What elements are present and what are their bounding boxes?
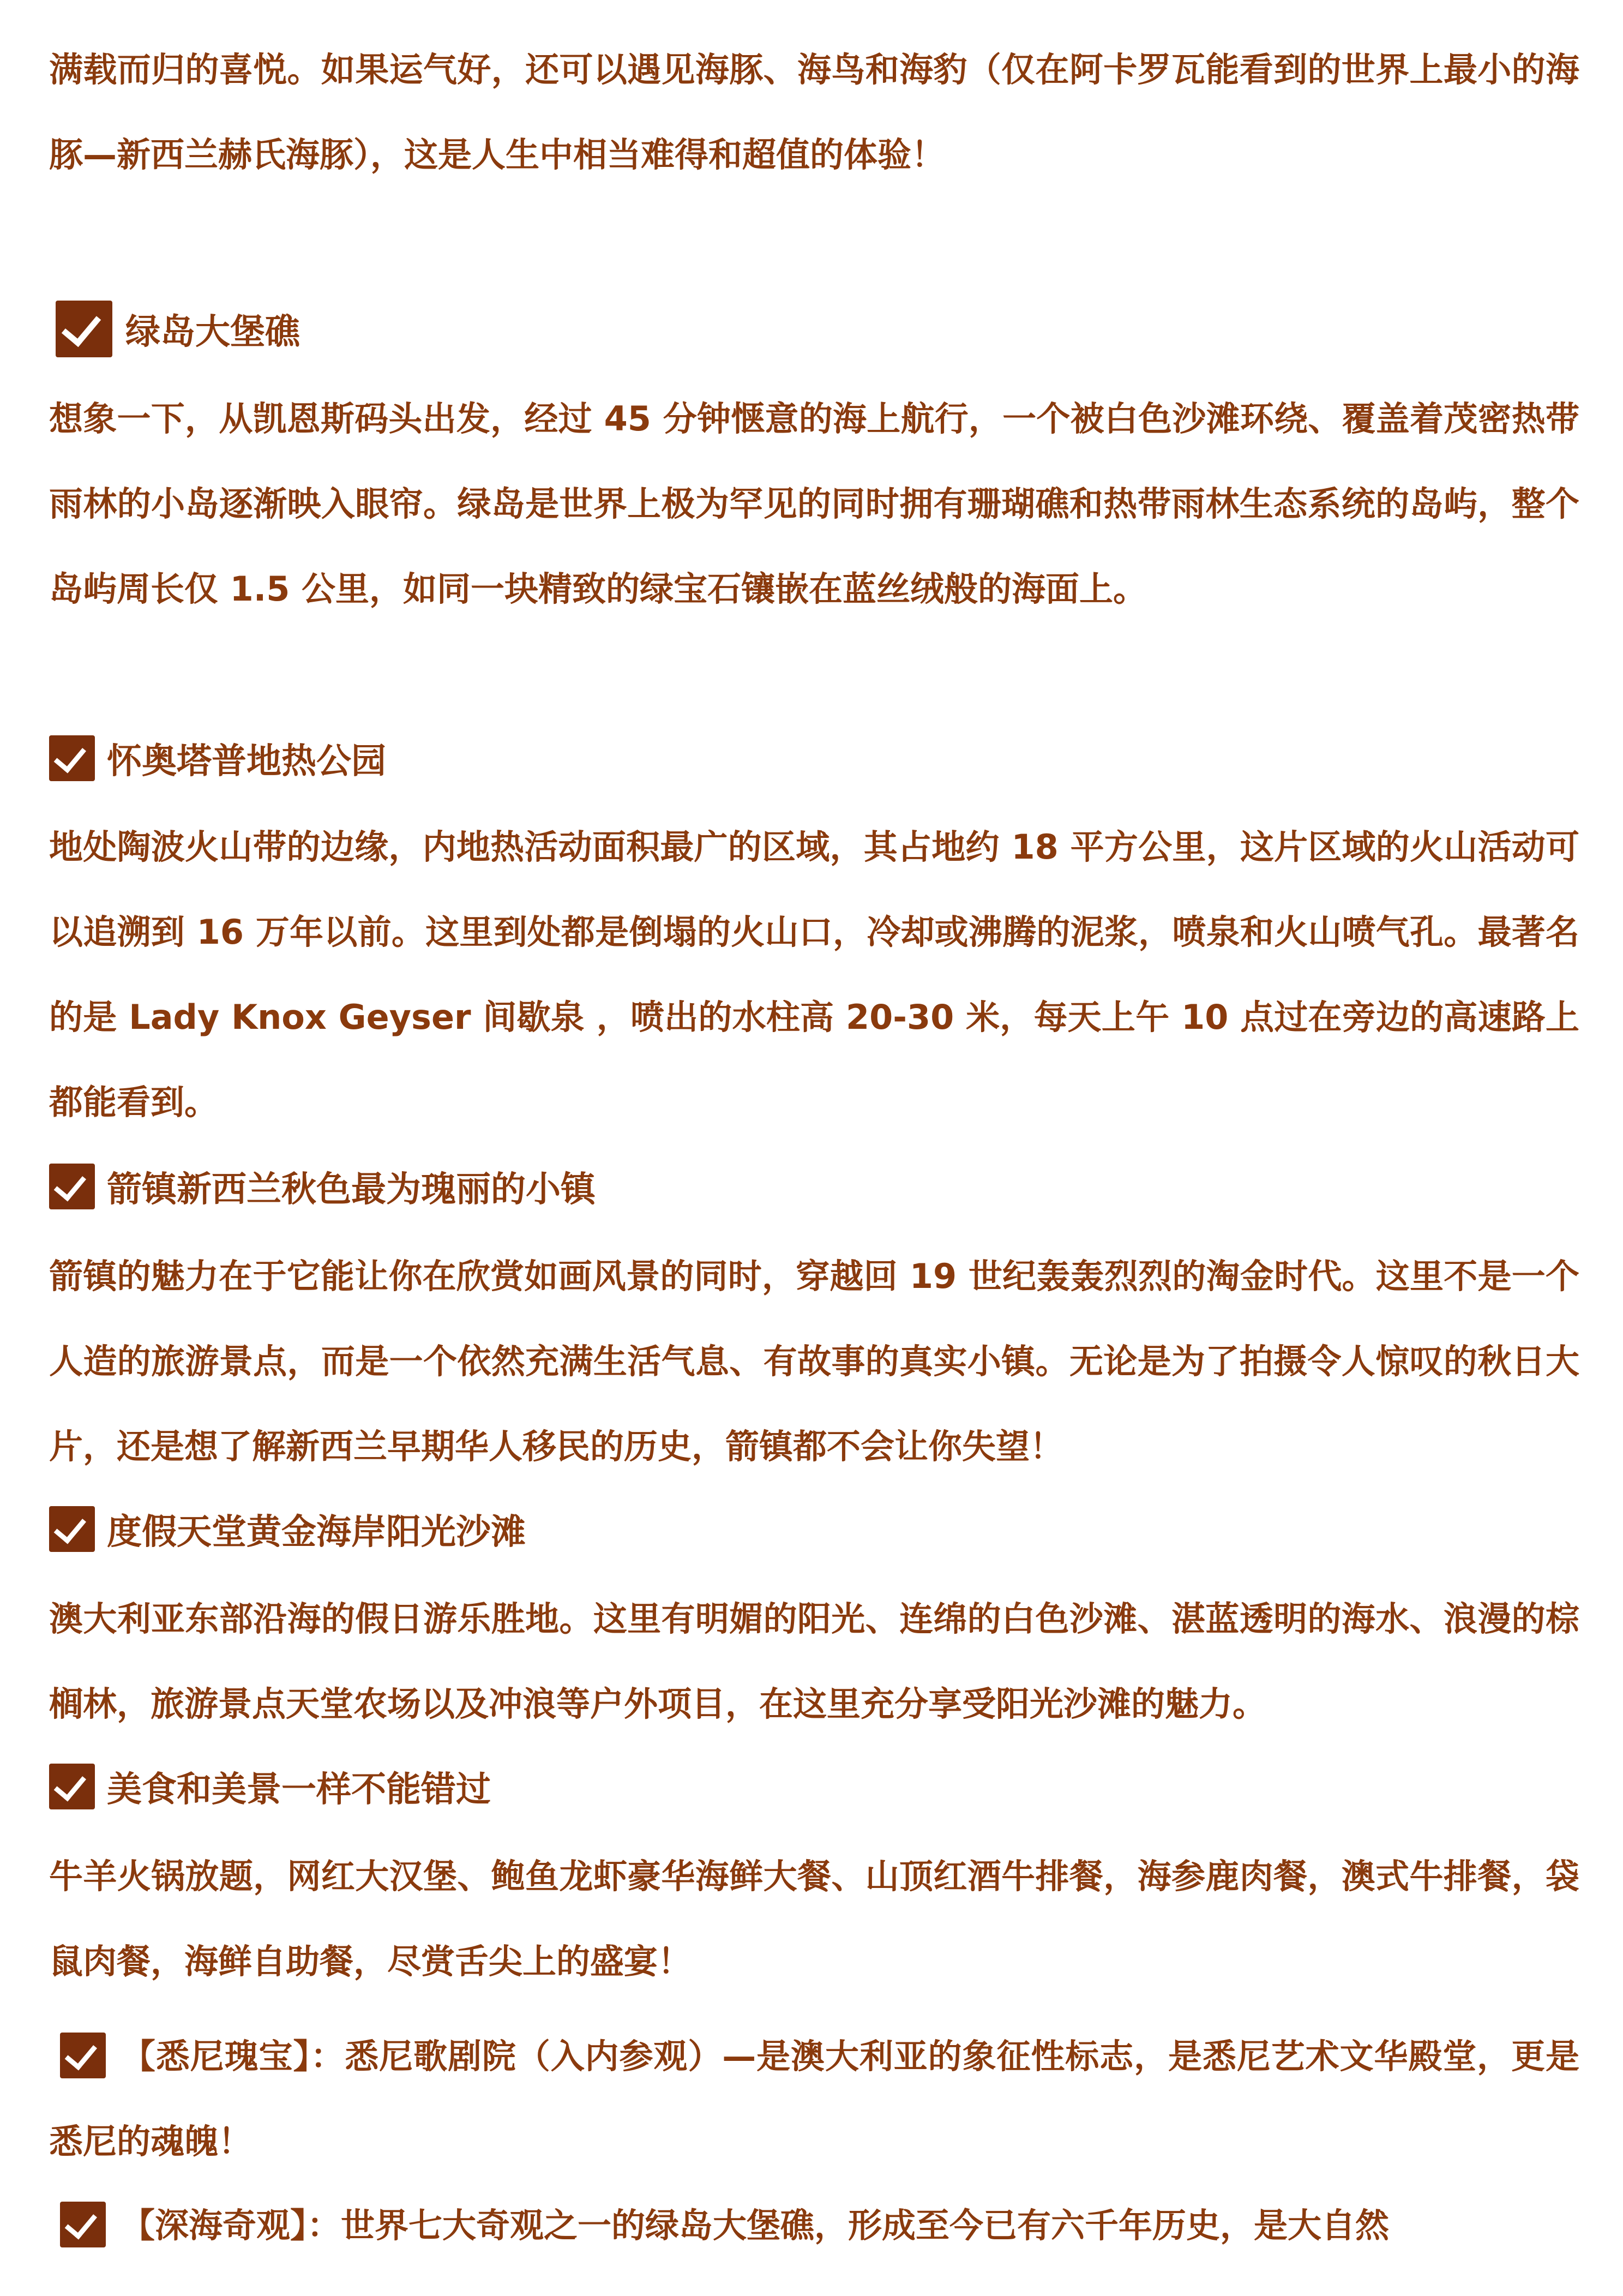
intro-paragraph: 满载而归的喜悦。如果运气好，还可以遇见海豚、海鸟和海豹（仅在阿卡罗瓦能看到的世界上最小的海豚—新西兰赫氏海豚），这是人生中相当难得和超值的体验！ [49, 50, 1579, 175]
highlight-text: 【深海奇观】：世界七大奇观之一的绿岛大堡礁，形成至今已有六千年历史，是大自然 [121, 2205, 1390, 2245]
section-body-5: 牛羊火锅放题，网红大汉堡、鲍鱼龙虾豪华海鲜大餐、山顶红酒牛排餐，海参鹿肉餐，澳式牛排餐，袋鼠肉餐，海鲜自助餐，尽赏舌尖上的盛宴！ [49, 1856, 1579, 1981]
section-body-3: 箭镇的魅力在于它能让你在欣赏如画风景的同时，穿越回 19 世纪轰轰烈烈的淘金时代。这里不是一个人造的旅游景点，而是一个依然充满生活气息、有故事的真实小镇。无论是为了拍摄令人惊叹的秋日大片，还是想了解新西兰早期华人移民的历史，箭镇都不会让你失望！ [49, 1256, 1579, 1466]
section-title: 绿岛大堡礁 [125, 312, 300, 352]
section-heading-1 [49, 299, 300, 359]
highlight-opera-house [49, 2014, 1579, 2184]
checkbox-checked-icon [49, 735, 95, 781]
section-title: 美食和美景一样不能错过 [107, 1770, 491, 1810]
checkbox-checked-icon [49, 1764, 95, 1809]
section-heading-2 [49, 728, 386, 788]
section-heading-4 [49, 1499, 526, 1559]
checkbox-checked-icon [49, 1506, 95, 1552]
section-title: 箭镇新西兰秋色最为瑰丽的小镇 [107, 1170, 596, 1210]
checkbox-checked-icon [60, 2033, 106, 2078]
section-heading-3 [49, 1156, 596, 1216]
highlight-text: 【悉尼瑰宝】：悉尼歌剧院（入内参观）—是澳大利亚的象征性标志，是悉尼艺术文华殿堂，更是悉尼的魂魄！ [49, 2036, 1579, 2161]
checkbox-checked-icon [56, 301, 112, 357]
checkbox-checked-icon [60, 2202, 106, 2247]
section-title: 怀奥塔普地热公园 [107, 741, 386, 782]
section-body-1: 想象一下，从凯恩斯码头出发，经过 45 分钟惬意的海上航行，一个被白色沙滩环绕、覆盖着茂密热带雨林的小岛逐渐映入眼帘。绿岛是世界上极为罕见的同时拥有珊瑚礁和热带雨林生态系统的岛屿，整个岛屿周长仅 1.5 公里，如同一块精致的绿宝石镶嵌在蓝丝绒般的海面上。 [49, 399, 1579, 609]
checkbox-checked-icon [49, 1164, 95, 1209]
highlight-great-barrier-reef [49, 2183, 1579, 2268]
section-title: 度假天堂黄金海岸阳光沙滩 [107, 1512, 526, 1552]
section-body-4: 澳大利亚东部沿海的假日游乐胜地。这里有明媚的阳光、连绵的白色沙滩、湛蓝透明的海水、浪漫的棕榈林，旅游景点天堂农场以及冲浪等户外项目，在这里充分享受阳光沙滩的魅力。 [49, 1599, 1579, 1724]
section-heading-5 [49, 1757, 491, 1817]
section-body-2: 地处陶波火山带的边缘，内地热活动面积最广的区域，其占地约 18 平方公里，这片区域的火山活动可以追溯到 16 万年以前。这里到处都是倒塌的火山口，冷却或沸腾的泥浆，喷泉和火山喷气孔。最著名的是 Lady Knox Geyser 间歇泉 ，喷出的水柱高 20-30 米，每天上午 10 点过在旁边的高速路上都能看到。 [49, 827, 1579, 1122]
